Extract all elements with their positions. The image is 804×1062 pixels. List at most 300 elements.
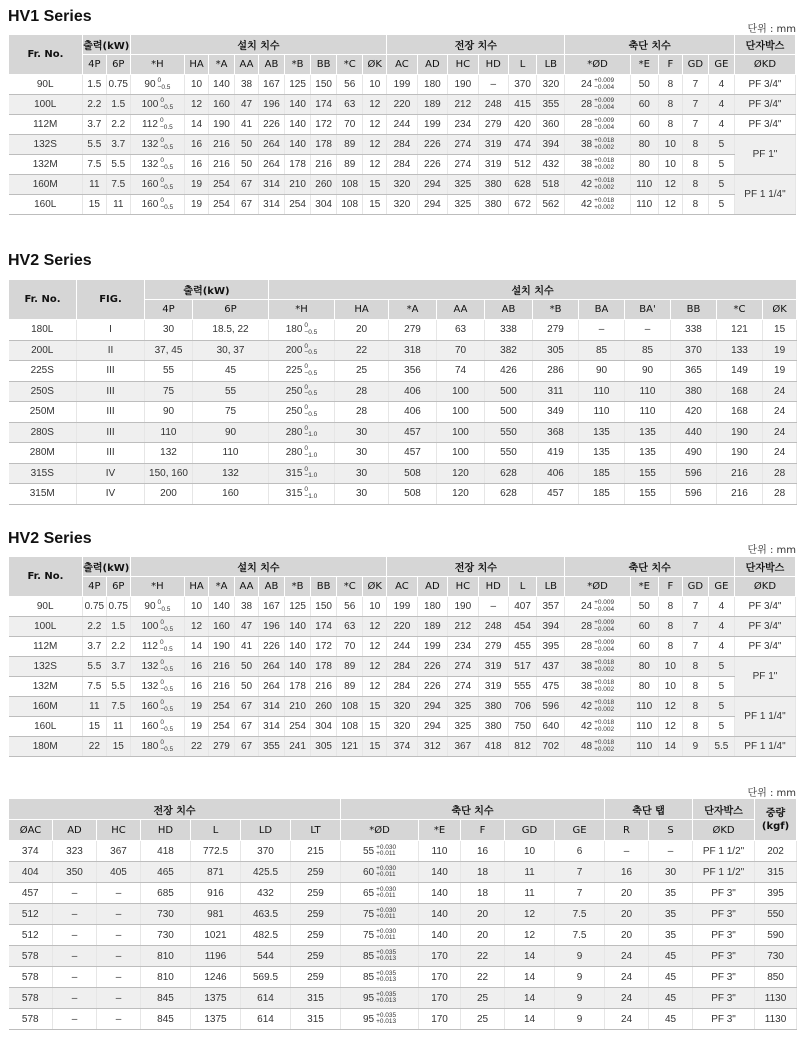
tolerance-upper: 0 (157, 599, 162, 606)
cell-lb: 357 (537, 597, 565, 617)
cell-value: 42 (580, 179, 593, 191)
cell-ac: 244 (387, 115, 417, 135)
cell-bb: 178 (311, 657, 337, 677)
cell-lb: 437 (537, 657, 565, 677)
cell-k: 19 (763, 361, 797, 382)
cell-hd: 319 (478, 155, 508, 175)
cell-d (565, 115, 630, 135)
cell-c: 70 (337, 637, 363, 657)
cell-ac: 220 (387, 617, 417, 637)
cell-ab: 338 (485, 320, 533, 341)
cell-ad: – (53, 1009, 97, 1030)
cell-k: 12 (363, 637, 387, 657)
tolerance-lower: +0.011 (376, 913, 396, 920)
tolerance (304, 446, 317, 459)
tolerance-lower: +0.011 (376, 892, 396, 899)
tolerance-upper: +0.018 (594, 659, 615, 666)
cell-a: 254 (208, 717, 234, 737)
cell-f: 8 (658, 597, 682, 617)
tolerance-lower: −1.0 (304, 431, 318, 439)
cell-ld: 370 (241, 841, 291, 862)
cell-c: 108 (337, 175, 363, 195)
cell-d (341, 883, 419, 904)
cell-terminal-box: PF 1 1/4" (734, 737, 795, 757)
column-header: GD (505, 820, 555, 841)
header-output: 출력(kW) (82, 35, 130, 55)
cell-h (269, 484, 335, 505)
cell-bb: 172 (311, 115, 337, 135)
cell-terminal-box: PF 1 1/4" (734, 175, 795, 215)
column-header: LT (291, 820, 341, 841)
cell-c: 121 (337, 737, 363, 757)
cell-a: 508 (389, 463, 437, 484)
cell-a: 356 (389, 361, 437, 382)
cell-ab: 314 (258, 195, 284, 215)
cell-ad: 189 (417, 617, 447, 637)
table-row (9, 967, 797, 988)
cell-c: 190 (717, 422, 763, 443)
cell-ad: 350 (53, 862, 97, 883)
cell-ad: 226 (417, 657, 447, 677)
cell-ha: 10 (185, 75, 209, 95)
tolerance (160, 660, 173, 673)
cell-r: 24 (605, 1009, 649, 1030)
cell-value: 42 (580, 721, 593, 733)
cell-fig: IV (77, 484, 145, 505)
tolerance (376, 845, 396, 858)
cell-fig: II (77, 340, 145, 361)
tolerance (160, 700, 173, 713)
cell-h (130, 95, 184, 115)
column-header: ØK (763, 300, 797, 320)
header-weight: 중량 (kgf) (755, 799, 797, 841)
cell-c: 63 (337, 95, 363, 115)
cell-ha: 14 (185, 637, 209, 657)
cell-d (341, 946, 419, 967)
tolerance (594, 700, 614, 713)
cell-ab: 500 (485, 402, 533, 423)
cell-lt: 315 (291, 988, 341, 1009)
cell-ba: 110 (579, 402, 625, 423)
column-header: ØK (363, 55, 387, 75)
cell-value: 75 (362, 929, 375, 941)
cell-ge: 5 (708, 697, 734, 717)
cell-hd: 810 (141, 946, 191, 967)
tolerance-lower: −0.004 (594, 123, 615, 131)
cell-fr: 160L (9, 195, 83, 215)
cell-s: 35 (649, 904, 693, 925)
cell-lb: 518 (537, 175, 565, 195)
cell-e: 50 (630, 75, 658, 95)
cell-b: 368 (533, 422, 579, 443)
column-header: *ØD (565, 577, 630, 597)
cell-l: 706 (508, 697, 536, 717)
cell-p4: 75 (145, 381, 193, 402)
cell-fr: 160M (9, 697, 83, 717)
cell-value: 132 (141, 159, 159, 171)
tolerance-upper: 0 (304, 342, 309, 350)
column-header: AC (387, 577, 417, 597)
cell-w: 315 (755, 862, 797, 883)
cell-ba2: 85 (625, 340, 671, 361)
cell-gd: 14 (505, 967, 555, 988)
cell-c: 190 (717, 443, 763, 464)
cell-p6: 5.5 (106, 677, 130, 697)
cell-hd: 845 (141, 988, 191, 1009)
cell-kd: PF 3" (693, 883, 755, 904)
column-header: F (461, 820, 505, 841)
table-row (9, 155, 796, 175)
table-row (9, 443, 797, 464)
cell-p6: 110 (193, 443, 269, 464)
cell-fig: I (77, 320, 145, 341)
tolerance (304, 405, 317, 418)
cell-f: 18 (461, 883, 505, 904)
cell-f: 8 (658, 75, 682, 95)
tolerance-upper: 0 (304, 465, 309, 473)
cell-l: 420 (508, 115, 536, 135)
cell-fig: III (77, 443, 145, 464)
cell-p4: 7.5 (82, 155, 106, 175)
cell-fr: 315M (9, 484, 77, 505)
tolerance (304, 364, 317, 377)
table-row (9, 95, 796, 115)
cell-e: 50 (630, 597, 658, 617)
cell-h (269, 381, 335, 402)
cell-w: 1130 (755, 988, 797, 1009)
cell-b: 140 (285, 115, 311, 135)
tolerance-upper: 0 (160, 679, 164, 686)
cell-ld: 482.5 (241, 925, 291, 946)
cell-w: 590 (755, 925, 797, 946)
cell-r: 24 (605, 946, 649, 967)
cell-ac: 284 (387, 155, 417, 175)
table-row (9, 320, 797, 341)
cell-value: 100 (141, 99, 159, 111)
column-header: HA (185, 577, 209, 597)
cell-s: 35 (649, 925, 693, 946)
cell-k: 12 (363, 657, 387, 677)
cell-hd: 730 (141, 904, 191, 925)
table-row (9, 422, 797, 443)
cell-b: 286 (533, 361, 579, 382)
column-header: *B (533, 300, 579, 320)
cell-d (565, 617, 630, 637)
cell-hc: 190 (448, 597, 478, 617)
cell-fr: 100L (9, 617, 83, 637)
cell-hc: 325 (448, 717, 478, 737)
cell-ab: 426 (485, 361, 533, 382)
cell-ge: 5 (708, 155, 734, 175)
hv2c-table (8, 798, 797, 1030)
cell-ba: 135 (579, 422, 625, 443)
cell-e: 80 (630, 135, 658, 155)
cell-e: 110 (630, 737, 658, 757)
cell-bb: 420 (671, 402, 717, 423)
cell-h (130, 597, 184, 617)
cell-f: 12 (658, 195, 682, 215)
tolerance (376, 971, 396, 984)
column-header: 6P (106, 55, 130, 75)
tolerance (160, 198, 173, 211)
cell-e: 110 (630, 717, 658, 737)
column-header: HD (141, 820, 191, 841)
cell-a: 216 (208, 657, 234, 677)
table-row (9, 717, 796, 737)
cell-value: 180 (285, 324, 303, 336)
cell-l: 407 (508, 597, 536, 617)
cell-lb: 394 (537, 617, 565, 637)
cell-value: 180 (141, 741, 159, 753)
tolerance-upper: +0.030 (376, 927, 397, 935)
cell-ac: 284 (387, 677, 417, 697)
cell-gd: 12 (505, 904, 555, 925)
cell-value: 95 (362, 1013, 375, 1025)
header-frame-number: Fr. No. (9, 557, 83, 597)
cell-b: 305 (533, 340, 579, 361)
cell-ab: 264 (258, 677, 284, 697)
cell-gd: 12 (505, 925, 555, 946)
cell-ab: 628 (485, 484, 533, 505)
tolerance-upper: +0.018 (594, 177, 615, 184)
header-terminal: 단자박스 (734, 557, 795, 577)
cell-a: 508 (389, 484, 437, 505)
cell-aa: 70 (437, 340, 485, 361)
cell-ge: 4 (708, 617, 734, 637)
cell-ba: 110 (579, 381, 625, 402)
cell-p4: 11 (82, 697, 106, 717)
tolerance-lower: +0.002 (594, 745, 615, 753)
tolerance (376, 887, 396, 900)
cell-ad: 180 (417, 597, 447, 617)
cell-p6: 1.5 (106, 95, 130, 115)
cell-ha: 12 (185, 95, 209, 115)
cell-p6: 2.2 (106, 115, 130, 135)
column-header: L (508, 577, 536, 597)
cell-kd: PF 3" (693, 988, 755, 1009)
cell-ac: 320 (387, 717, 417, 737)
cell-p4: 1.5 (82, 75, 106, 95)
tolerance-lower: −0.5 (160, 745, 174, 753)
hv1-title: HV1 Series (8, 8, 92, 25)
cell-w: 1130 (755, 1009, 797, 1030)
cell-bb: 440 (671, 422, 717, 443)
column-header: *B (285, 577, 311, 597)
cell-p6: 7.5 (106, 175, 130, 195)
cell-gd: 7 (682, 115, 708, 135)
table-row (9, 946, 797, 967)
cell-terminal-box: PF 3/4" (734, 115, 795, 135)
cell-ad: 294 (417, 697, 447, 717)
cell-r: 24 (605, 988, 649, 1009)
cell-c: 168 (717, 381, 763, 402)
tolerance-upper: 0 (159, 117, 164, 124)
cell-ad: – (53, 988, 97, 1009)
cell-ab: 550 (485, 443, 533, 464)
cell-lt: 259 (291, 904, 341, 925)
cell-gd: 8 (682, 155, 708, 175)
cell-terminal-box: PF 3/4" (734, 637, 795, 657)
header-terminal: 단자박스 (693, 799, 755, 820)
cell-ha: 12 (185, 617, 209, 637)
tolerance-upper: +0.009 (594, 639, 615, 646)
cell-c: 89 (337, 677, 363, 697)
cell-w: 202 (755, 841, 797, 862)
column-header: 6P (106, 577, 130, 597)
cell-p4: 15 (82, 717, 106, 737)
cell-k: 12 (363, 155, 387, 175)
cell-ha: 30 (335, 443, 389, 464)
cell-fig: III (77, 422, 145, 443)
cell-f: 12 (658, 717, 682, 737)
cell-p6: 5.5 (106, 155, 130, 175)
cell-l: 555 (508, 677, 536, 697)
tolerance (160, 98, 173, 111)
cell-l: 772.5 (191, 841, 241, 862)
tolerance-lower: +0.011 (376, 871, 396, 878)
cell-hd: 380 (478, 195, 508, 215)
tolerance-upper: 0 (160, 739, 164, 746)
cell-ab: 550 (485, 422, 533, 443)
cell-h (269, 422, 335, 443)
cell-l: 512 (508, 155, 536, 175)
cell-b: 254 (285, 195, 311, 215)
cell-f: 10 (658, 677, 682, 697)
cell-fig: IV (77, 463, 145, 484)
tolerance (160, 158, 173, 171)
cell-fr: 280M (9, 443, 77, 464)
tolerance-upper: 0 (160, 97, 164, 104)
cell-b: 406 (533, 463, 579, 484)
tolerance (158, 600, 171, 613)
cell-ba: – (579, 320, 625, 341)
cell-e: 140 (419, 925, 461, 946)
cell-hc: – (97, 925, 141, 946)
column-header: HD (478, 55, 508, 75)
cell-gd: 8 (682, 135, 708, 155)
cell-aa: 100 (437, 381, 485, 402)
cell-ge: 9 (555, 988, 605, 1009)
cell-a: 254 (208, 697, 234, 717)
cell-ge: 5 (708, 195, 734, 215)
cell-w: 730 (755, 946, 797, 967)
column-header: 4P (145, 300, 193, 320)
cell-ha: 28 (335, 402, 389, 423)
cell-l: 1375 (191, 988, 241, 1009)
cell-e: 170 (419, 967, 461, 988)
table-row (9, 361, 797, 382)
cell-h (130, 677, 184, 697)
cell-e: 140 (419, 862, 461, 883)
cell-p6: 11 (106, 195, 130, 215)
tolerance-upper: +0.009 (594, 619, 615, 626)
cell-e: 60 (630, 95, 658, 115)
cell-aa: 100 (437, 422, 485, 443)
cell-hd: 380 (478, 175, 508, 195)
cell-ha: 19 (185, 697, 209, 717)
cell-gd: 7 (682, 95, 708, 115)
cell-fig: III (77, 381, 145, 402)
tolerance-upper: 0 (157, 77, 162, 84)
tolerance-upper: +0.030 (376, 906, 397, 914)
tolerance-lower: +0.011 (376, 850, 396, 857)
cell-p4: 3.7 (82, 115, 106, 135)
cell-ac: 199 (387, 75, 417, 95)
column-header: BB (671, 300, 717, 320)
cell-hd: 418 (478, 737, 508, 757)
cell-r: 24 (605, 967, 649, 988)
column-header: 6P (193, 300, 269, 320)
cell-ad: 294 (417, 195, 447, 215)
header-fig: FIG. (77, 280, 145, 320)
tolerance (160, 640, 173, 653)
cell-lb: 394 (537, 135, 565, 155)
cell-ad: 312 (417, 737, 447, 757)
cell-ha: 30 (335, 463, 389, 484)
cell-a: 190 (208, 115, 234, 135)
cell-ha: 20 (335, 320, 389, 341)
cell-fr: 180M (9, 737, 83, 757)
cell-bb: 596 (671, 484, 717, 505)
cell-aa: 38 (235, 75, 259, 95)
cell-k: 15 (363, 195, 387, 215)
cell-fr: 132S (9, 135, 83, 155)
tolerance-lower: −0.5 (160, 163, 174, 171)
tolerance (594, 198, 614, 211)
cell-ab: 167 (258, 75, 284, 95)
column-header: L (191, 820, 241, 841)
cell-c: 63 (337, 617, 363, 637)
cell-hc: 234 (448, 115, 478, 135)
cell-l: 871 (191, 862, 241, 883)
cell-bb: 596 (671, 463, 717, 484)
cell-bb: 174 (311, 617, 337, 637)
cell-value: 38 (580, 139, 593, 151)
cell-ha: 28 (335, 381, 389, 402)
cell-ge: 4 (708, 115, 734, 135)
cell-h (269, 402, 335, 423)
table-row (9, 597, 796, 617)
cell-l: 628 (508, 175, 536, 195)
cell-d (565, 155, 630, 175)
cell-gd: 14 (505, 946, 555, 967)
cell-a: 457 (389, 443, 437, 464)
column-header: AC (387, 55, 417, 75)
tolerance-lower: −0.5 (157, 605, 171, 613)
column-header: AA (235, 577, 259, 597)
cell-p6: 18.5, 22 (193, 320, 269, 341)
cell-ha: 30 (335, 484, 389, 505)
cell-l: 1196 (191, 946, 241, 967)
cell-fr: 160M (9, 175, 83, 195)
cell-ge: 9 (555, 946, 605, 967)
tolerance-upper: 0 (304, 363, 309, 371)
cell-fr: 180L (9, 320, 77, 341)
cell-l: 812 (508, 737, 536, 757)
cell-value: 60 (362, 866, 375, 878)
table-row (9, 402, 797, 423)
cell-h (130, 617, 184, 637)
tolerance-lower: −0.5 (159, 645, 173, 653)
tolerance-lower: −0.004 (594, 605, 615, 613)
cell-a: 160 (208, 95, 234, 115)
cell-w: 850 (755, 967, 797, 988)
header-shaft: 축단 치수 (565, 35, 735, 55)
cell-ge: 5 (708, 717, 734, 737)
tolerance-upper: 0 (160, 699, 164, 706)
cell-kd: PF 3" (693, 1009, 755, 1030)
cell-a: 140 (208, 597, 234, 617)
